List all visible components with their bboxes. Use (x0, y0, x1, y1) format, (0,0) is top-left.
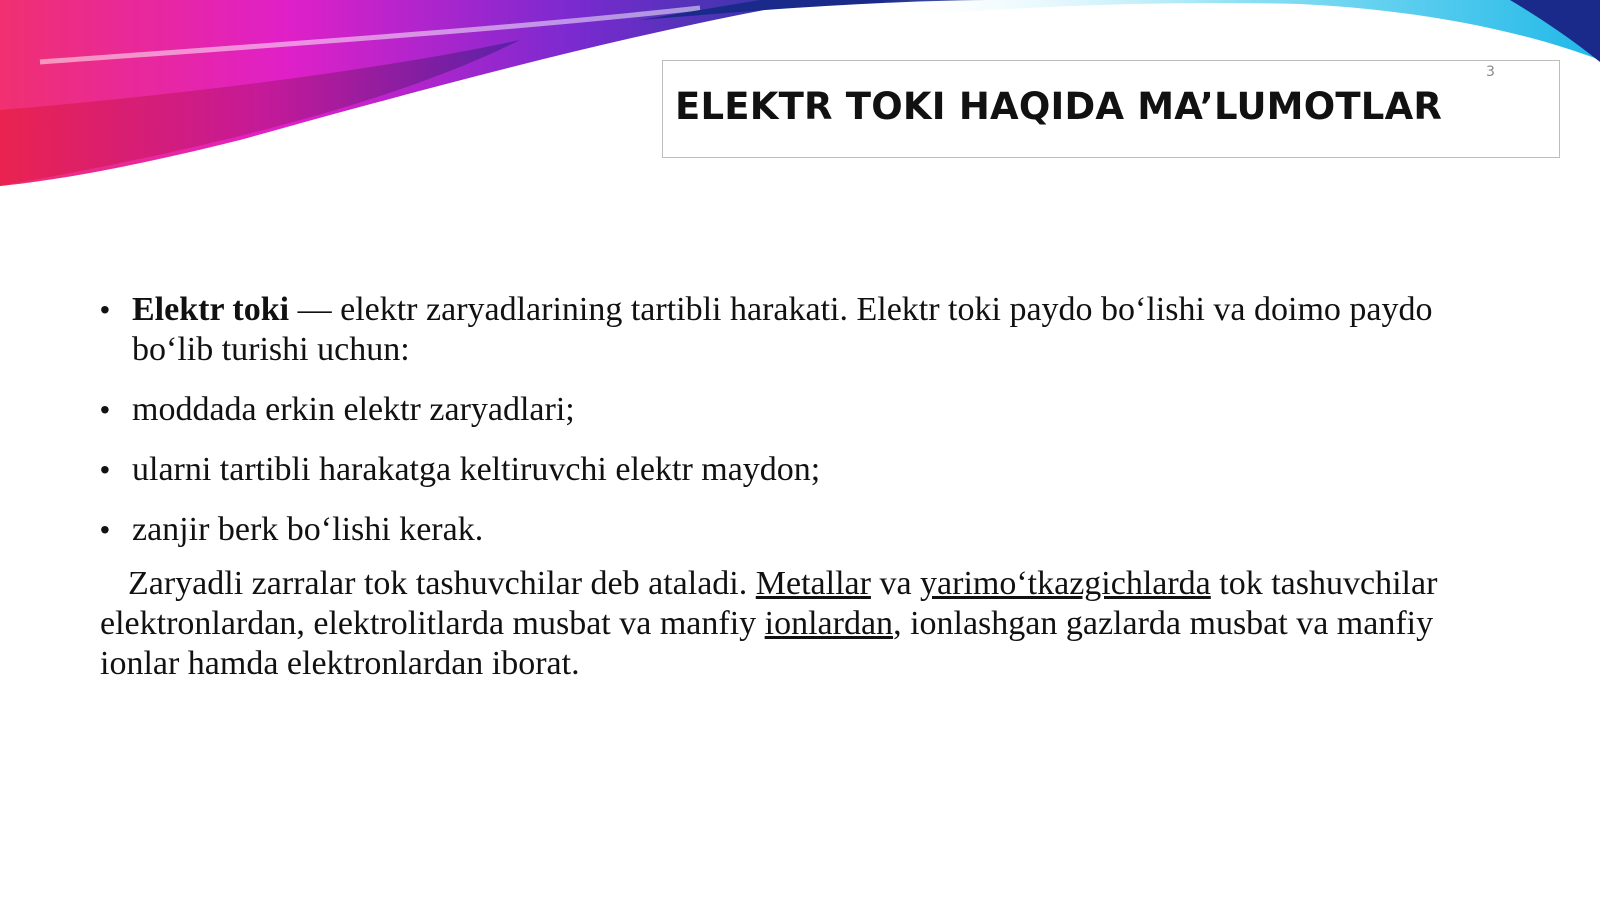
description-paragraph (100, 564, 1500, 684)
bullet-item (100, 510, 1500, 550)
bullet-item (100, 390, 1500, 430)
title-box (662, 60, 1560, 158)
link-yarimotkazgichlarda[interactable]: yarimo‘tkazgichlarda (920, 565, 1211, 602)
link-ionlardan[interactable]: ionlardan (764, 605, 894, 642)
paragraph-text: , ionlashgan gazlarda musbat va manfiy ionlar hamda elektronlardan iborat. (100, 605, 1434, 682)
page-number: 3 (1486, 64, 1495, 80)
paragraph-text: Zaryadli zarralar tok tashuvchilar deb ataladi. (128, 565, 756, 602)
bullet-bold-term: Elektr toki (132, 291, 290, 328)
bullet-list (100, 290, 1500, 550)
slide-content (100, 290, 1500, 684)
bullet-text: — elektr zaryadlarining tartibli harakati. Elektr toki paydo bo‘lishi va doimo paydo bo‘lib turishi uchun: (132, 291, 1433, 368)
bullet-text: moddada erkin elektr zaryadlari; (132, 391, 575, 428)
bullet-text: zanjir berk bo‘lishi kerak. (132, 511, 484, 548)
bullet-dot: • (100, 394, 110, 425)
slide-title: ELEKTR TOKI HAQIDA MA’LUMOTLAR (675, 85, 1443, 128)
bullet-dot: • (100, 294, 110, 325)
bullet-text: ularni tartibli harakatga keltiruvchi elektr maydon; (132, 451, 821, 488)
bullet-item (100, 450, 1500, 490)
link-metallar[interactable]: Metallar (755, 565, 871, 602)
bullet-dot: • (100, 454, 110, 485)
bullet-dot: • (100, 514, 110, 545)
paragraph-text: tok tashuvchilar elektronlardan, elektrolitlarda musbat va manfiy (100, 565, 1438, 642)
bullet-item (100, 290, 1500, 370)
paragraph-text: va (870, 565, 921, 602)
